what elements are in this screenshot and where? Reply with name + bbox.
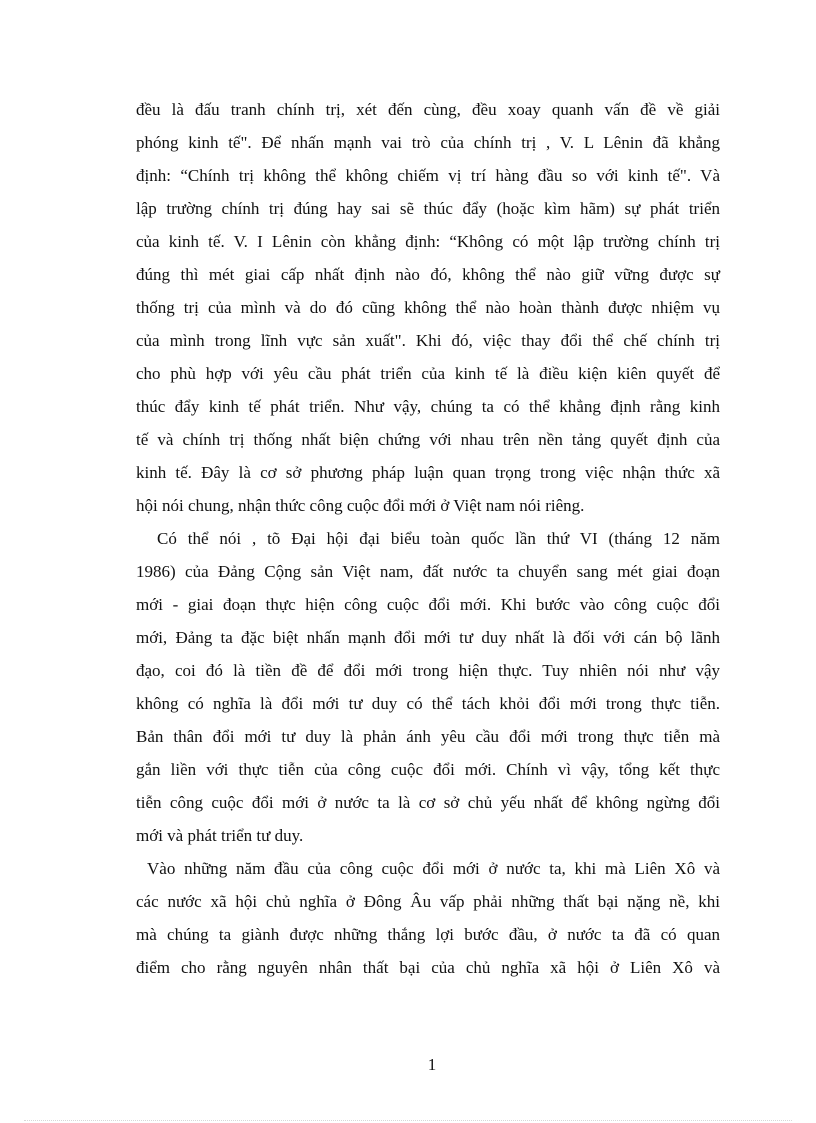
text-line: 1986) của Đảng Cộng sản Việt nam, đất nước ta chuyển sang mét giai đoạn	[136, 562, 720, 581]
paragraph-first-line: Có thể nói , tõ Đại hội đại biểu toàn quốc lần thứ VI (tháng 12 năm	[157, 529, 720, 548]
text-line: hội nói chung, nhận thức công cuộc đổi mới ở Việt nam nói riêng.	[136, 496, 585, 515]
text-line: mới - giai đoạn thực hiện công cuộc đổi mới. Khi bước vào công cuộc đổi	[136, 595, 720, 614]
text-line: đúng thì mét giai cấp nhất định nào đó, không thể nào giữ vững được sự	[136, 265, 720, 284]
page-number: 1	[427, 1055, 437, 1074]
text-line: tiễn công cuộc đổi mới ở nước ta là cơ sở chủ yếu nhất để không ngừng đổi	[136, 793, 720, 812]
text-line: điểm cho rằng nguyên nhân thất bại của chủ nghĩa xã hội ở Liên Xô và	[136, 958, 720, 977]
text-line: không có nghĩa là đổi mới tư duy có thể tách khỏi đổi mới trong thực tiễn.	[136, 694, 720, 713]
text-line: đều là đấu tranh chính trị, xét đến cùng, đều xoay quanh vấn đề về giải	[136, 100, 720, 119]
text-line: thống trị của mình và do đó cũng không thể nào hoàn thành được nhiệm vụ	[136, 298, 720, 317]
text-line: Bản thân đổi mới tư duy là phản ánh yêu cầu đổi mới trong thực tiễn mà	[136, 727, 720, 746]
text-line: cho phù hợp với yêu cầu phát triển của kinh tế là điều kiện kiên quyết để	[136, 364, 720, 383]
text-line: định: “Chính trị không thể không chiếm vị trí hàng đầu so với kinh tế". Và	[136, 166, 720, 185]
text-line: tế và chính trị thống nhất biện chứng với nhau trên nền tảng quyết định của	[136, 430, 720, 449]
text-line: lập trường chính trị đúng hay sai sẽ thúc đẩy (hoặc kìm hãm) sự phát triển	[136, 199, 720, 218]
text-line: đạo, coi đó là tiền đề để đổi mới trong hiện thực. Tuy nhiên nói như vậy	[136, 661, 720, 680]
text-line: mới, Đảng ta đặc biệt nhấn mạnh đổi mới tư duy nhất là đối với cán bộ lãnh	[136, 628, 720, 647]
paragraph-first-line: Vào những năm đầu của công cuộc đổi mới ở nước ta, khi mà Liên Xô và	[147, 859, 720, 878]
text-line: gắn liền với thực tiễn của công cuộc đổi mới. Chính vì vậy, tổng kết thực	[136, 760, 720, 779]
text-line: phóng kinh tế". Để nhấn mạnh vai trò của chính trị , V. L Lênin đã khẳng	[136, 133, 720, 152]
page-bottom-border	[24, 1120, 792, 1121]
text-line: mà chúng ta giành được những thắng lợi bước đầu, ở nước ta đã có quan	[136, 925, 720, 944]
text-line: thúc đẩy kinh tế phát triển. Như vậy, chúng ta có thể khẳng định rằng kinh	[136, 397, 720, 416]
text-line: của mình trong lĩnh vực sản xuất". Khi đó, việc thay đổi thể chế chính trị	[136, 331, 720, 350]
text-line: các nước xã hội chủ nghĩa ở Đông Âu vấp phải những thất bại nặng nề, khi	[136, 892, 720, 911]
text-line: của kinh tế. V. I Lênin còn khẳng định: “Không có một lập trường chính trị	[136, 232, 720, 251]
text-line: mới và phát triển tư duy.	[136, 826, 304, 845]
text-line: kinh tế. Đây là cơ sở phương pháp luận quan trọng trong việc nhận thức xã	[136, 463, 720, 482]
